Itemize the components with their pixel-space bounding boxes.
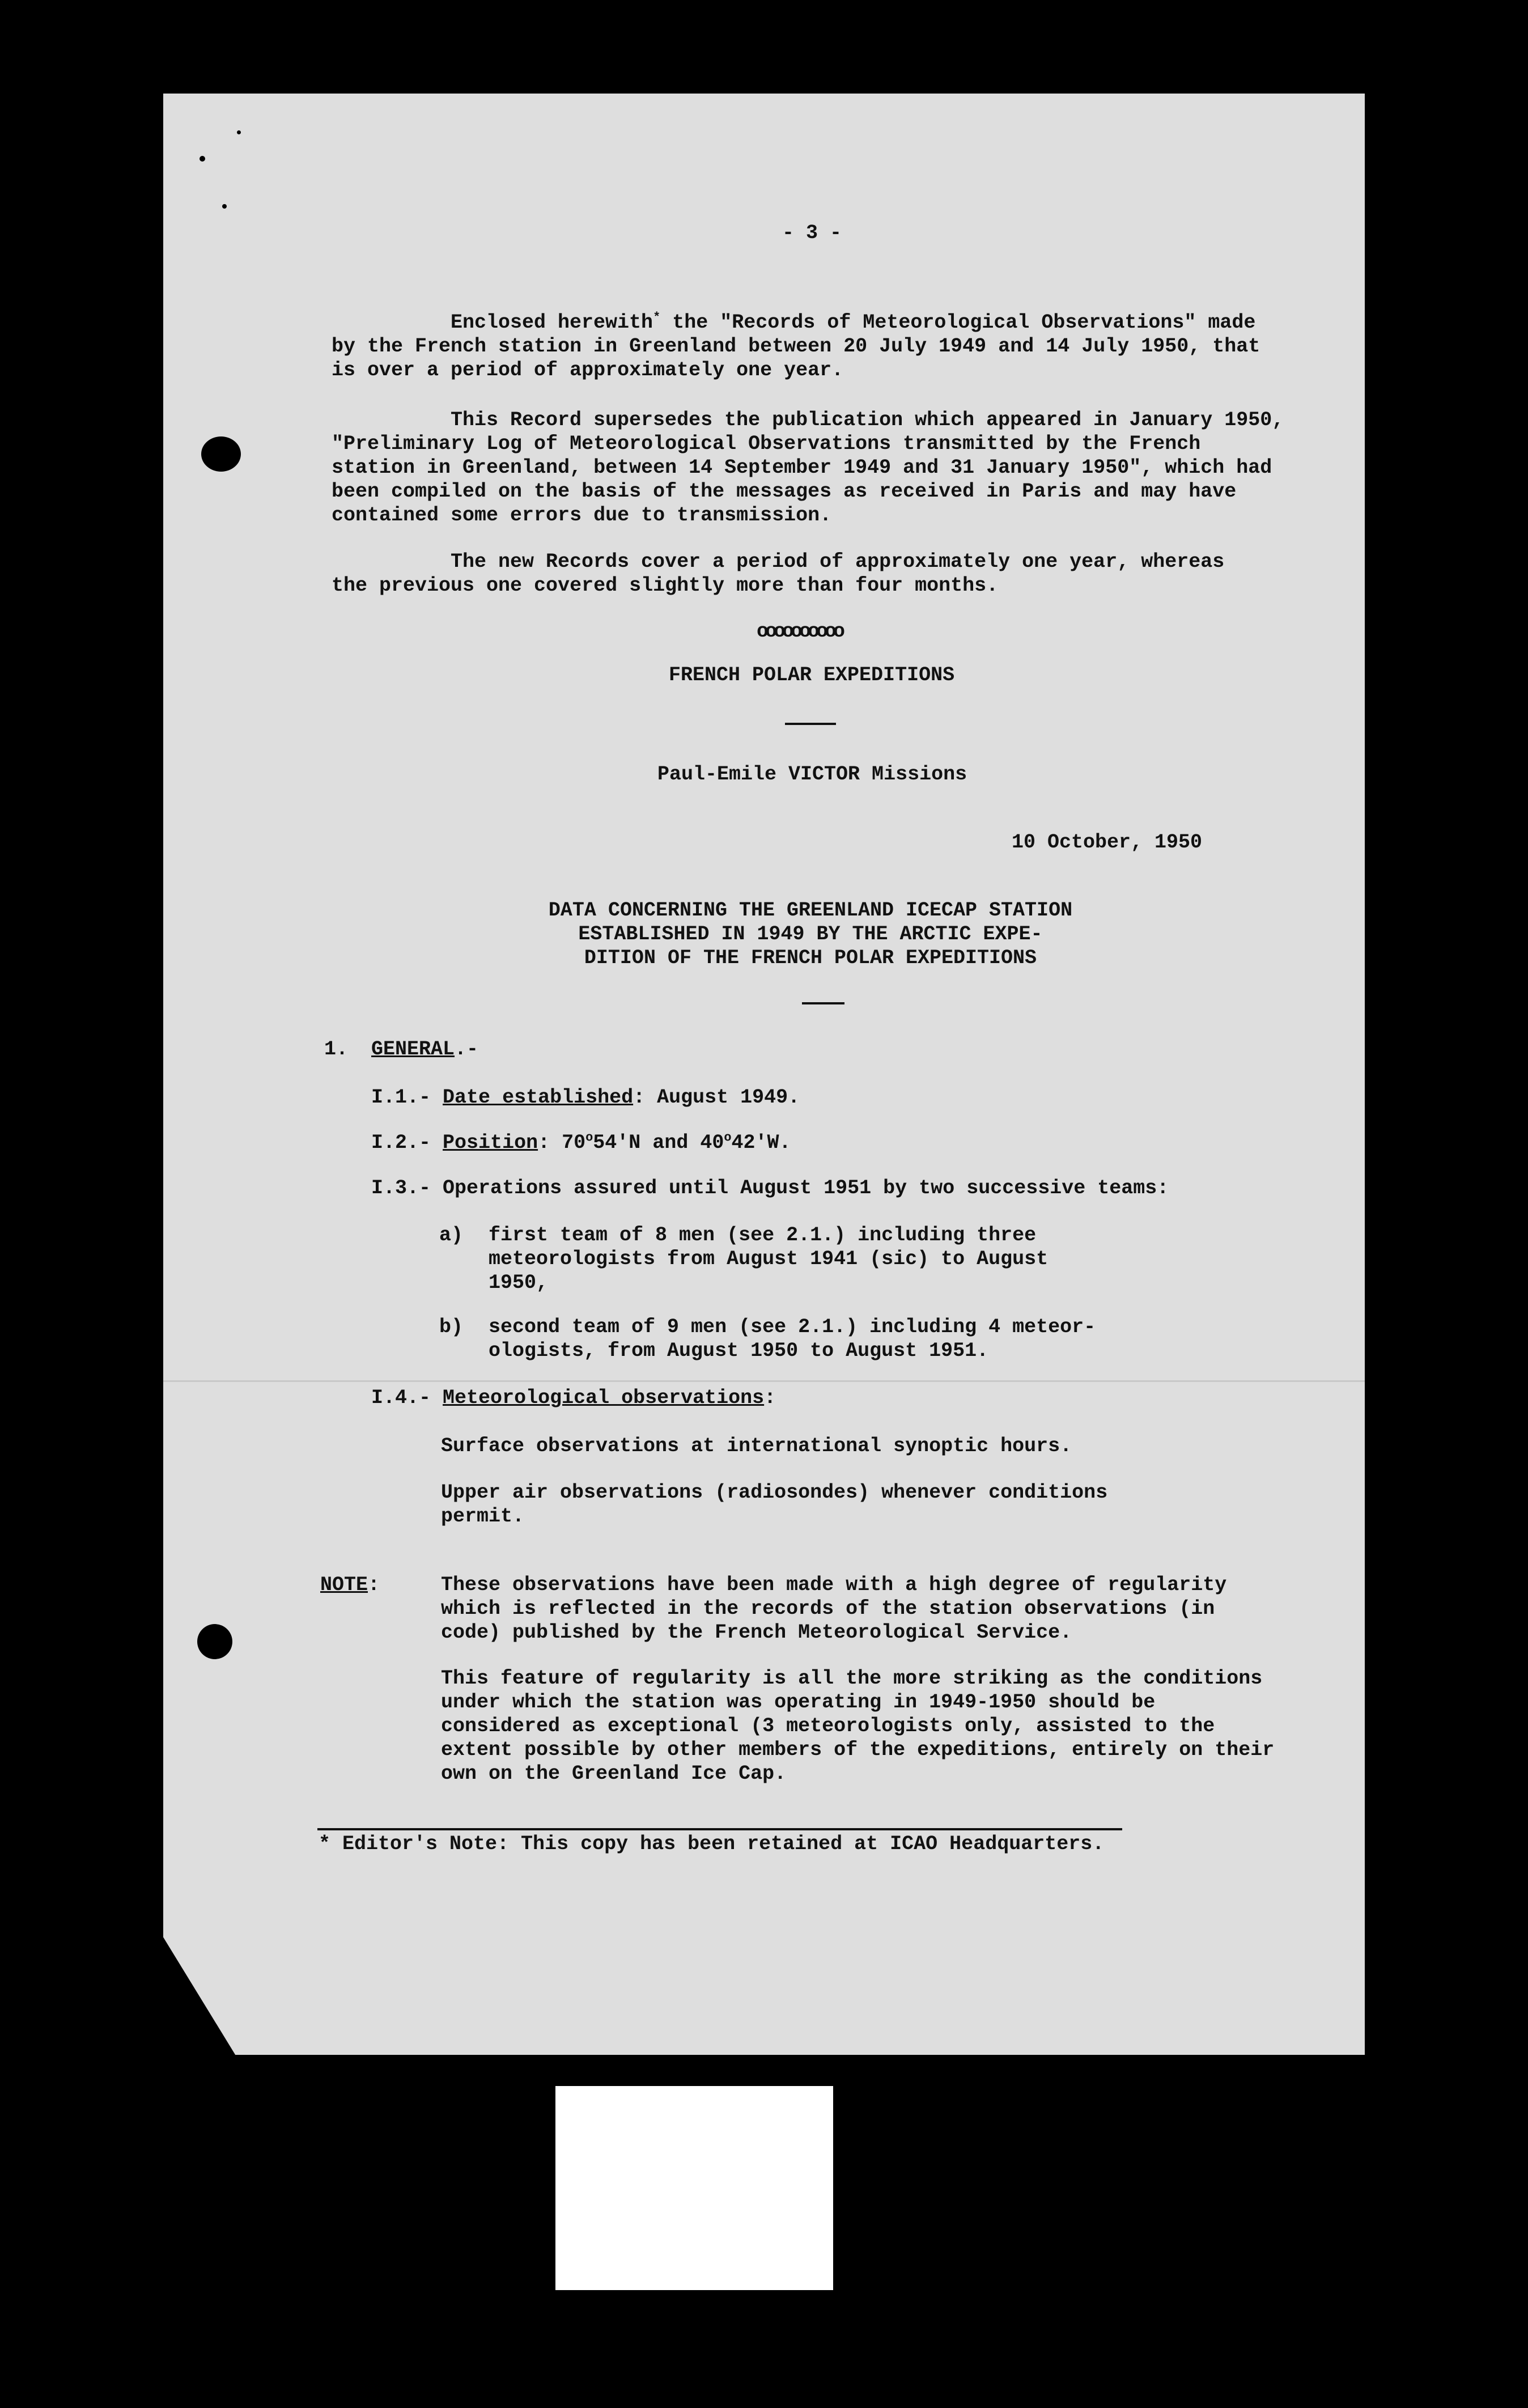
item-1-4: I.4.- Meteorological observations: <box>371 1387 776 1409</box>
footnote-marker: * <box>653 310 661 325</box>
title-rule <box>802 1002 844 1004</box>
document-date: 10 October, 1950 <box>1012 831 1203 854</box>
punch-hole-mark <box>197 1624 232 1659</box>
section-general-number: 1. <box>324 1038 349 1061</box>
document-title: DATA CONCERNING THE GREENLAND ICECAP STATION ESTABLISHED IN 1949 BY THE ARCTIC EXPE- DITION OF THE FRENCH POLAR EXPEDITIONS <box>548 899 1073 969</box>
heading-rule <box>785 723 836 725</box>
ink-speck <box>237 130 241 134</box>
section-general-title: GENERAL.- <box>371 1038 479 1061</box>
section-separator: oooooooooo <box>757 620 842 643</box>
note-label: NOTE: <box>320 1574 380 1596</box>
ink-speck <box>200 156 205 162</box>
page-fold-line <box>163 1380 1365 1382</box>
footnote-rule <box>317 1828 1122 1830</box>
note-paragraph-2: This feature of regularity is all the more striking as the conditions under which the station was operating in 1949-1950 should be considered as exceptional (3 meteorologists only, assisted to the extent possible by other members of the expeditions, entirely on their own on the Greenland Ice Cap. <box>441 1667 1275 1785</box>
org-heading: FRENCH POLAR EXPEDITIONS <box>669 664 955 686</box>
ink-speck <box>222 204 227 209</box>
item-a-label: a) <box>439 1224 464 1247</box>
editor-footnote: * Editor's Note: This copy has been retained at ICAO Headquarters. <box>319 1833 1105 1855</box>
punch-hole-mark <box>201 436 241 472</box>
item-b-label: b) <box>439 1316 464 1338</box>
intro-paragraph-3: The new Records cover a period of approximately one year, whereas the previous one covered slightly more than four months. <box>332 550 1225 597</box>
item-1-3: I.3.- Operations assured until August 1951 by two successive teams: <box>371 1177 1169 1199</box>
mission-heading: Paul-Emile VICTOR Missions <box>657 763 967 786</box>
page-number: - 3 - <box>782 222 842 244</box>
intro-paragraph-1: Enclosed herewith* the "Records of Meteorological Observations" made by the French station in Greenland between 20 July 1949 and 14 July 1950, that is over a period of approximately one year. <box>332 310 1260 381</box>
item-a-text: first team of 8 men (see 2.1.) including three meteorologists from August 1941 (sic) to August 1950, <box>489 1224 1049 1294</box>
intro-paragraph-2: This Record supersedes the publication which appeared in January 1950, "Preliminary Log of Meteorological Observations transmitted by the French station in Greenland, between 14 September 1949 and 31 January 1950", which had been compiled on the basis of the messages as received in Paris and may have contained some errors due to transmission. <box>332 409 1284 527</box>
note-paragraph-1: These observations have been made with a high degree of regularity which is reflected in the records of the station observations (in code) published by the French Meteorological Service. <box>441 1574 1227 1644</box>
surface-observations: Surface observations at international synoptic hours. <box>441 1435 1072 1457</box>
item-1-2: I.2.- Position: 70$^o$54'N and 40$^o$42'W. <box>371 1130 791 1154</box>
blank-label-card <box>555 2086 833 2290</box>
item-b-text: second team of 9 men (see 2.1.) including 4 meteor-ologists, from August 1950 to August 1951. <box>489 1316 1096 1362</box>
item-1-1: I.1.- Date established: August 1949. <box>371 1086 800 1109</box>
upper-air-observations: Upper air observations (radiosondes) whenever conditions permit. <box>441 1481 1108 1528</box>
